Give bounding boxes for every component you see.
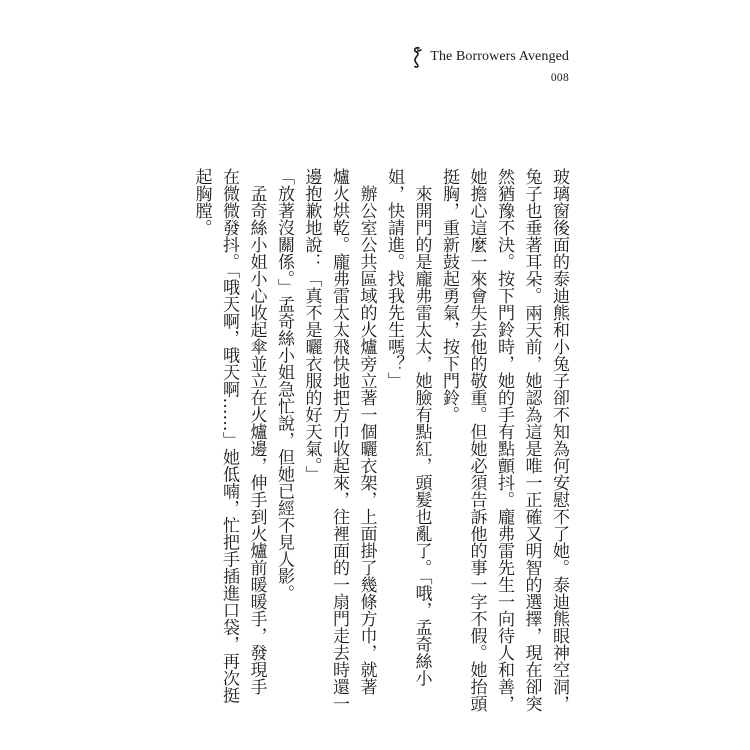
text-line: 挺胸，重新鼓起勇氣，按下門鈴。 <box>439 168 459 423</box>
text-line: 邊抱歉地說：「真不是曬衣服的好天氣。」 <box>301 168 322 483</box>
text-line: 起胸膛。 <box>191 168 212 236</box>
text-line: 辦公室公共區域的火爐旁立著一個曬衣架，上面掛了幾條方巾，就著 <box>356 168 377 695</box>
text-line: 孟奇絲小姐小心收起傘並立在火爐邊，伸手到火爐前暖暖手，發現手 <box>246 168 267 695</box>
paragraph <box>270 168 298 678</box>
text-line: 來開門的是龐弗雷太太，她臉有點紅，頭髮也亂了。「哦，孟奇絲小 <box>411 168 432 687</box>
book-title: The Borrowers Avenged <box>430 49 569 64</box>
body-text <box>187 168 572 712</box>
text-line: 她擔心這麼一來會失去他的敬重。但她必須告訴他的事一字不假。她抬頭 <box>466 168 487 712</box>
text-line: 「放著沒關係。」孟奇絲小姐急忙說，但她已經不見人影。 <box>274 168 294 602</box>
paragraph <box>187 168 270 704</box>
paragraph <box>297 168 380 712</box>
paragraph <box>435 168 573 712</box>
seahorse-logo-icon <box>410 46 424 68</box>
text-line: 然猶豫不決。按下門鈴時，她的手有點顫抖。龐弗雷先生一向待人和善， <box>494 168 514 712</box>
running-header <box>410 46 569 68</box>
text-line: 在微微發抖。「哦天啊，哦天啊……」她低喃，忙把手插進口袋，再次挺 <box>219 168 239 704</box>
page-number: 008 <box>550 72 569 84</box>
text-line: 玻璃窗後面的泰迪熊和小兔子卻不知為何安慰不了她。泰迪熊眼神空洞， <box>549 168 569 712</box>
text-line: 爐火烘乾。龐弗雷太太飛快地把方巾收起來，往裡面的一扇門走去時還一 <box>329 168 349 712</box>
text-line: 兔子也垂著耳朵。兩天前，她認為這是唯一正確又明智的選擇，現在卻突 <box>521 168 542 712</box>
paragraph <box>380 168 435 687</box>
text-line: 姐，快請進。找我先生嗎？」 <box>384 168 404 389</box>
